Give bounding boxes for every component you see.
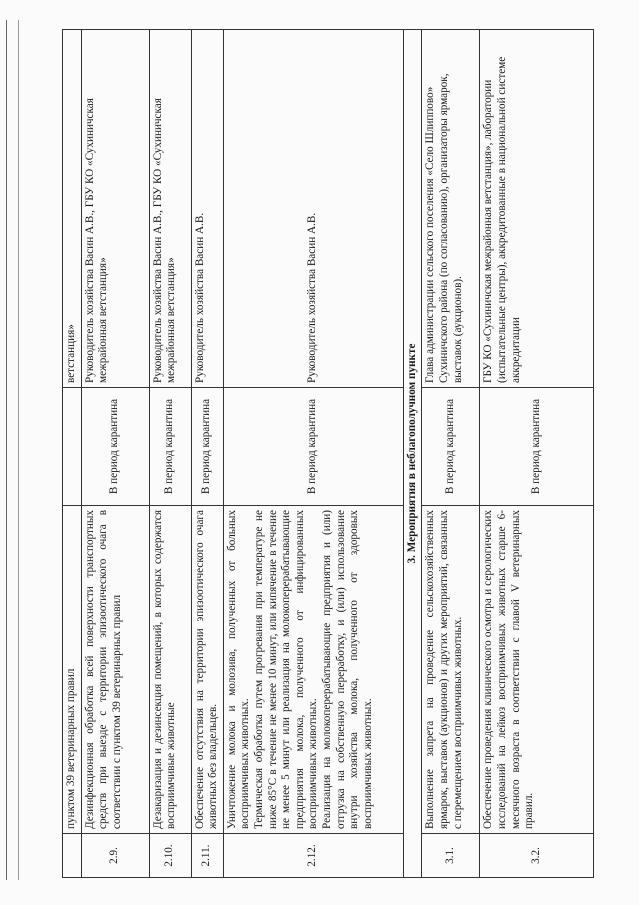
cell-num: 2.12. (223, 834, 403, 878)
cell-deadline-empty (63, 388, 82, 506)
cell-responsible: Руководитель хозяйства Васин А.В., ГБУ КО «Сухиничская межрайонная ветстанция» (81, 30, 149, 388)
section-title: 3. Мероприятия в неблагополучном пункте (403, 30, 422, 878)
cell-responsible-cont: ветстанция» (63, 30, 82, 388)
cell-responsible: ГБУ КО «Сухиничская межрайонная ветстанция», лаборатории (испытательные центры), аккредитованные в национальной системе аккредитации (480, 30, 594, 388)
section-header-row (403, 30, 422, 878)
cell-deadline: В период карантина (81, 388, 149, 506)
cell-deadline: В период карантина (480, 388, 594, 506)
cell-num-empty (63, 834, 82, 878)
cell-num: 2.9. (81, 834, 149, 878)
cell-deadline: В период карантина (422, 388, 480, 506)
cell-action: Выполнение запрета на проведение сельскохозяйственных ярмарок, выставок (аукционов) и других мероприятий, связанных с перемещением восприимчивых животных. (422, 506, 480, 834)
cell-action: Обеспечение отсутствия на территории эпизоотического очага животных без владельцев. (191, 506, 223, 834)
table-row (81, 30, 149, 878)
binding-edge-line-inner (18, 20, 21, 880)
cell-num: 2.11. (191, 834, 223, 878)
cell-action: Дезакаризация и дезинсекция помещений, в которых содержатся восприимчивые животные (149, 506, 191, 834)
cell-num: 2.10. (149, 834, 191, 878)
action-paragraph: Уничтожение молока и молозива, полученных от больных восприимчивых животных. (225, 510, 252, 829)
cell-deadline: В период карантина (191, 388, 223, 506)
action-paragraph: Термическая обработка путем прогревания при температуре не ниже 85°С в течение не менее 10 минут, или кипячение в течение не менее 5 минут или реализация на молокоперерабатывающие предприятия молока, полученного от инфицированных восприимчивых животных. (252, 510, 320, 829)
cell-action: Дезинфекционная обработка всей поверхности транспортных средств при выезде с территории эпизоотического очага в соответствии с пунктом 39 ветеринарных правил (81, 506, 149, 834)
cell-num: 3.1. (422, 834, 480, 878)
cell-deadline: В период карантина (223, 388, 403, 506)
table-row (422, 30, 480, 878)
cell-responsible: Руководитель хозяйства Васин А.В. (191, 30, 223, 388)
cell-responsible: Руководитель хозяйства Васин А.В. (223, 30, 403, 388)
table-row (480, 30, 594, 878)
cell-action: Обеспечение проведения клинического осмотра и серологических исследований на лейкоз восприимчивых животных старше 6-месячного возраста в соответствии с главой V ветеринарных правил. (480, 506, 594, 834)
binding-edge-line (6, 20, 11, 880)
table-row (223, 30, 403, 878)
cell-deadline: В период карантина (149, 388, 191, 506)
cell-responsible: Руководитель хозяйства Васин А.В., ГБУ КО «Сухиничская межрайонная ветстанция» (149, 30, 191, 388)
cell-responsible: Глава администрации сельского поселения «Село Шлиппово» Сухиничского района (по согласованию), организаторы ярмарок, выставок (аукционов). (422, 30, 480, 388)
cell-num: 3.2. (480, 834, 594, 878)
action-paragraph: Реализация на молокоперерабатывающие предприятия и (или) отгрузка на собственную переработку, и (или) использование внутри хозяйства молока, полученного от здоровых восприимчивых животных. (320, 510, 374, 829)
rotated-table-sheet (62, 30, 590, 878)
cell-action-multi (223, 506, 403, 834)
table-row (149, 30, 191, 878)
table-row-continuation (63, 30, 82, 878)
cell-action-cont: пунктом 39 ветеринарных правил (63, 506, 82, 834)
quarantine-measures-table (62, 29, 594, 878)
table-row (191, 30, 223, 878)
